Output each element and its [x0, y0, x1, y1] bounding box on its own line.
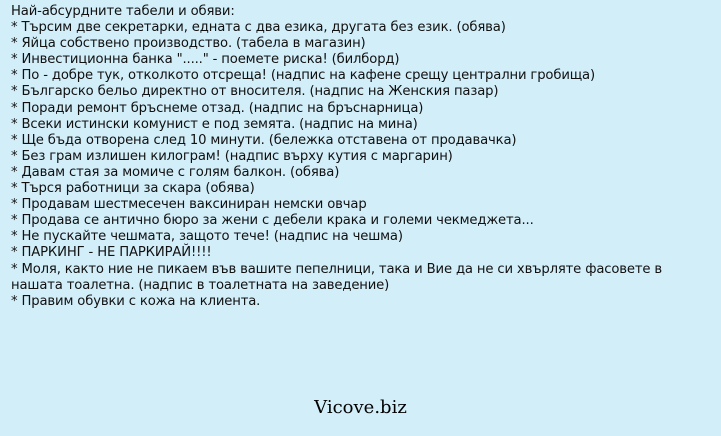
page-heading: Най-абсурдните табели и обяви:	[11, 4, 235, 19]
list-item: * По - добре тук, отколкото отсреща! (надпис на кафене срещу централни гробища)	[11, 68, 595, 84]
joke-text-block	[11, 4, 716, 310]
joke-list	[11, 20, 716, 310]
list-item: * Всеки истински комунист е под земята. (надпис на мина)	[11, 116, 418, 132]
list-item: * Българско бельо директно от вносителя. (надпис на Женския пазар)	[11, 84, 499, 100]
list-item: * Търсим две секретарки, едната с два езика, другата без език. (обява)	[11, 20, 506, 36]
list-item: * Правим обувки с кожа на клиента.	[11, 293, 261, 309]
list-item: * Поради ремонт бръснеме отзад. (надпис на бръснарница)	[11, 100, 424, 116]
list-item: * Търся работници за скара (обява)	[11, 181, 255, 197]
list-item: * Моля, както ние не пикаем във вашите пепелници, така и Вие да не си хвърляте фасовете в нашата тоалетна. (надпис в тоалетната на заведение)	[11, 261, 663, 293]
list-item: * Продавам шестмесечен ваксиниран немски овчар	[11, 197, 367, 213]
list-item: * Продава се антично бюро за жени с дебели крака и големи чекмеджета...	[11, 213, 534, 229]
list-item: * Яйца собствено производство. (табела в магазин)	[11, 36, 366, 52]
list-item: * ПАРКИНГ - НЕ ПАРКИРАЙ!!!!	[11, 245, 212, 261]
list-item: * Без грам излишен килограм! (надпис върху кутия с маргарин)	[11, 148, 453, 164]
site-watermark: Vicove.biz	[314, 397, 407, 418]
list-item: * Не пускайте чешмата, защото тече! (надпис на чешма)	[11, 229, 403, 245]
list-item: * Давам стая за момиче с голям балкон. (обява)	[11, 164, 340, 180]
list-item: * Ще бъда отворена след 10 минути. (бележка отставена от продавачка)	[11, 132, 517, 148]
list-item: * Инвестиционна банка "....." - поемете риска! (билборд)	[11, 52, 400, 68]
